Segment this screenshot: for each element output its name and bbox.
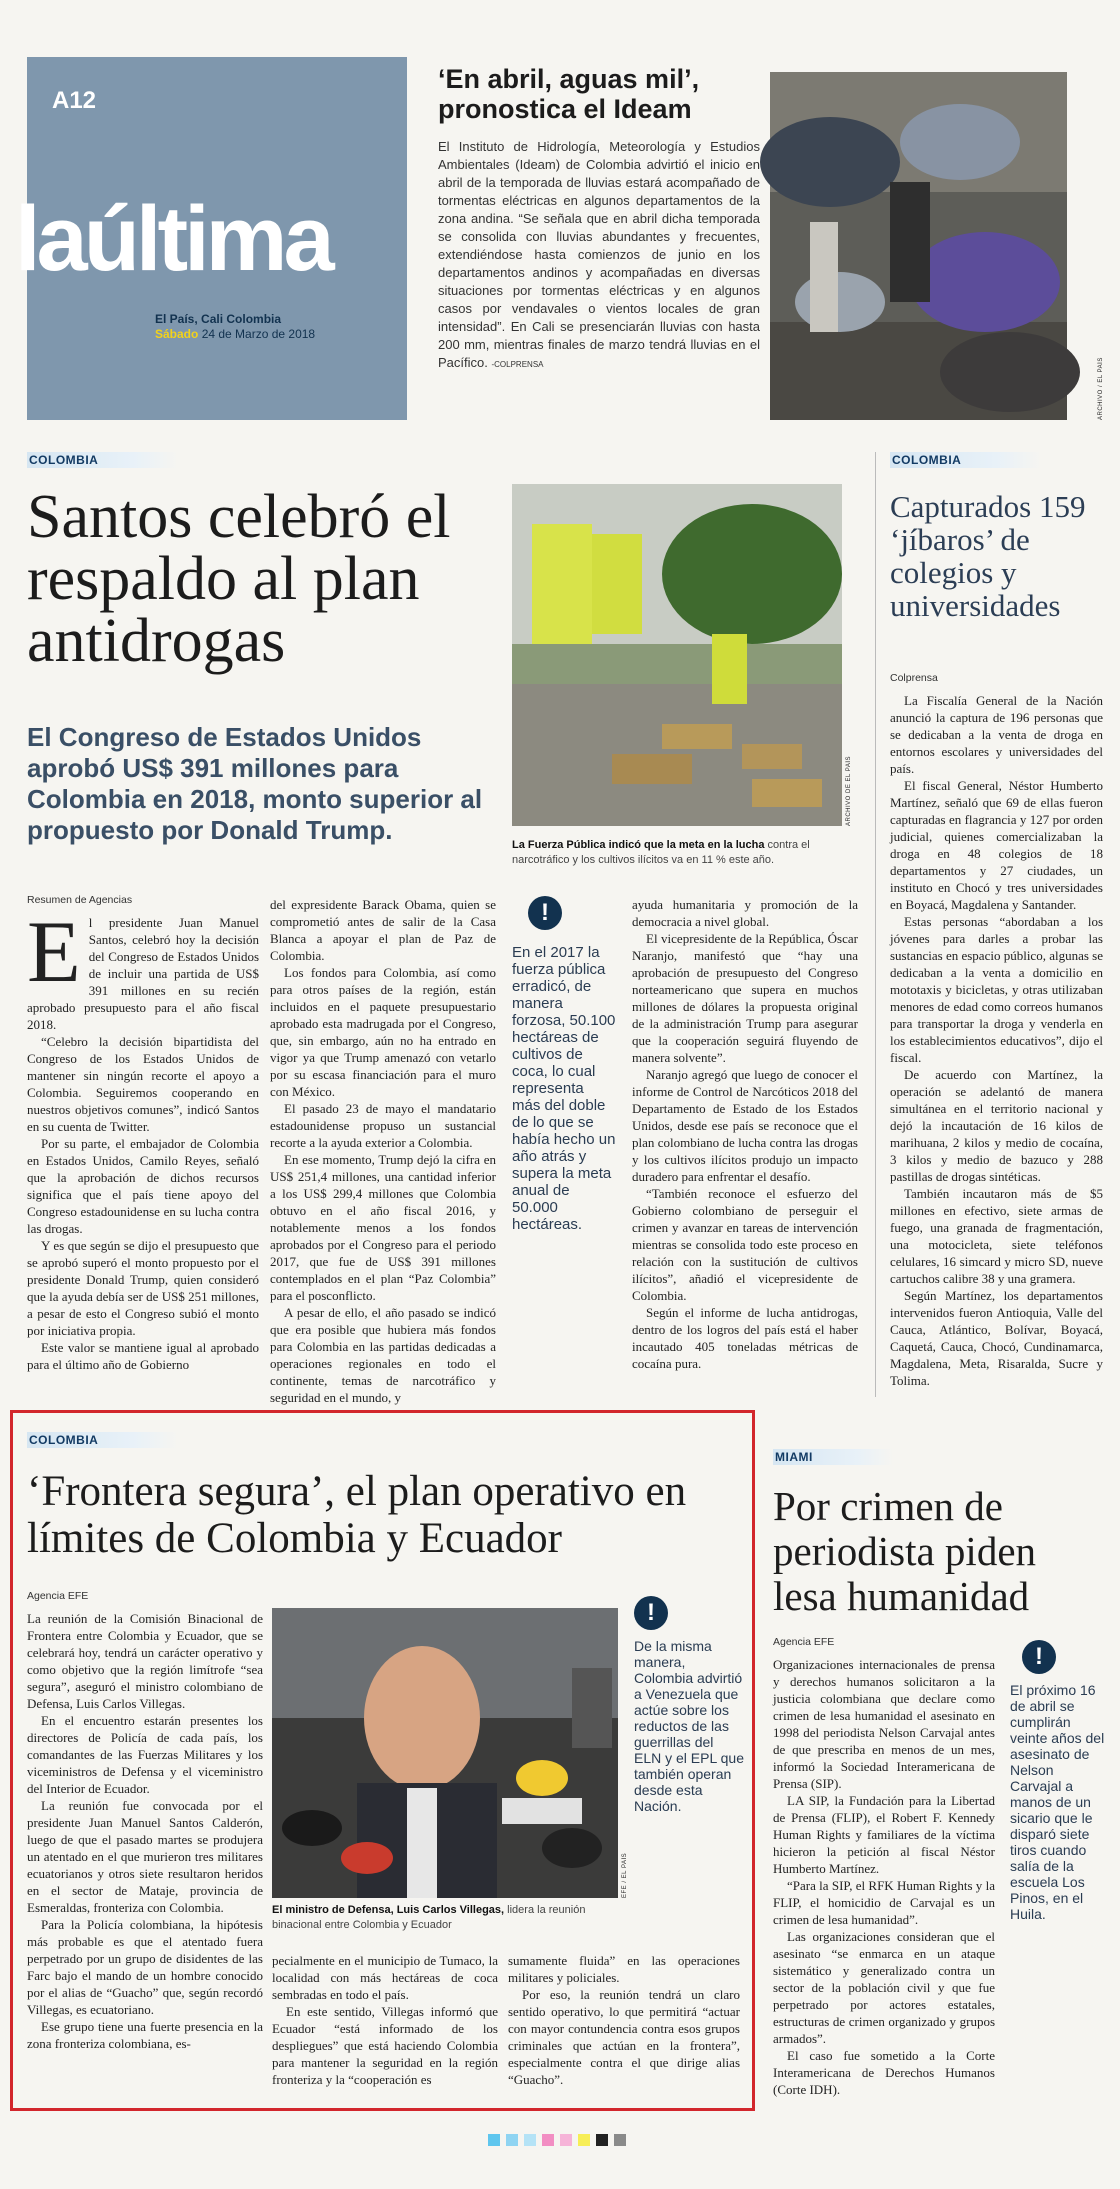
santos-col2-p5: A pesar de ello, el año pasado se indicó que era posible que hubiera más fondos para Colombia en las partidas dedicadas a operaciones regionales en todo el continente, temas de narcotráfico y seguridad en el mundo, y bbox=[270, 1305, 496, 1405]
santos-column-1 bbox=[27, 904, 259, 1399]
ideam-body bbox=[438, 138, 760, 374]
santos-kicker: COLOMBIA bbox=[27, 452, 178, 468]
ideam-headline: ‘En abril, aguas mil’, pronostica el Ideam bbox=[438, 64, 700, 124]
santos-sidebar bbox=[512, 896, 616, 1233]
frontera-col3-p1: sumamente fluida” en las operaciones militares y policiales. bbox=[508, 1953, 740, 1985]
color-swatch bbox=[488, 2134, 500, 2146]
miami-kicker: MIAMI bbox=[773, 1449, 893, 1465]
frontera-column-1 bbox=[27, 1610, 263, 2075]
miami-p3: “Para la SIP, el RFK Human Rights y la FLIP, el homicidio de Carvajal es un crimen de lesa humanidad”. bbox=[773, 1878, 995, 1927]
color-swatch bbox=[506, 2134, 518, 2146]
santos-sidebar-note: En el 2017 la fuerza pública erradicó, de manera forzosa, 50.100 hectáreas de cultivos de coca, lo cual representa más del doble de lo que se había hecho un año atrás y supera la meta anual de 50.000 hectáreas. bbox=[512, 944, 616, 1233]
frontera-sidebar-note: De la misma manera, Colombia advirtió a Venezuela que actúe sobre los reductos de las guerrillas del ELN y el EPL que también operan desde esta Nación. bbox=[634, 1638, 744, 1814]
page-number: A12 bbox=[52, 87, 97, 114]
frontera-col1-p1: La reunión de la Comisión Binacional de Frontera entre Colombia y Ecuador, que se celebrará hoy, tendrá un carácter operativo y como objetivo que la región limítrofe “sea segura”, aseguró el ministro colombiano de Defensa, Luis Carlos Villegas. bbox=[27, 1611, 263, 1711]
miami-p5: El caso fue sometido a la Corte Interamericana de Derechos Humanos (Corte IDH). bbox=[773, 2048, 995, 2097]
santos-col1-p2: “Celebro la decisión bipartidista del Congreso de los Estados Unidos de mantener sin ningún recorte el apoyo a Colombia. Seguiremos cooperando en nuestros objetivos comunes”, indicó Santos en su cuenta de Twitter. bbox=[27, 1034, 259, 1134]
santos-col3-p2: El vicepresidente de la República, Óscar Naranjo, manifestó que “hay una aprobación de presupuesto del Congreso norteamericano que supera en muchos millones de dólares la propuesta original de la administración Trump para asegurar que la cooperación seguirá fluyendo de manera solvente”. bbox=[632, 931, 858, 1065]
jibaros-p3: Estas personas “abordaban a los jóvenes para darles a probar las sustancias en espacio público, algunas se dedicaban a la venta a domicilio en mototaxis y bicicletas, y otras utilizaban menores de edad como correos humanos para transportar la droga y venderla en los establecimientos educativos”, dijo el fiscal. bbox=[890, 914, 1103, 1065]
frontera-byline: Agencia EFE bbox=[27, 1590, 89, 1602]
frontera-headline: ‘Frontera segura’, el plan operativo en límites de Colombia y Ecuador bbox=[27, 1468, 687, 1562]
jibaros-p1: La Fiscalía General de la Nación anunció la captura de 196 personas que se dedicaban a la venta de droga en entornos escolares y universidades del país. bbox=[890, 693, 1103, 776]
frontera-caption-bold: El ministro de Defensa, Luis Carlos Villegas, bbox=[272, 1904, 505, 1916]
jibaros-p6: Según Martínez, los departamentos intervenidos fueron Antioquia, Valle del Cauca, Atlántico, Bolívar, Boyacá, Caquetá, Cauca, Chocó, Cundinamarca, Magdalena, Meta, Risaralda, Sucre y Tolima. bbox=[890, 1288, 1103, 1388]
exclamation-circle-icon: ! bbox=[1022, 1640, 1056, 1674]
santos-col1-p4: Y es que según se dijo el presupuesto que se aprobó superó el monto propuesto por el presidente Donald Trump, quien consideró que la ayuda debía ser de US$ 251 millones, a pesar de esto el Congreso subió el monto por iniciativa propia. bbox=[27, 1238, 259, 1338]
frontera-caption-rest: lidera la reunión binacional entre Colombia y Ecuador bbox=[272, 1904, 586, 1931]
miami-p4: Las organizaciones consideran que el asesinato “se enmarca en un ataque sistemático y generalizado contra un sector de la población civil y que fue perpetrado por actores estatales, estructuras de crimen organizado y grupos armados”. bbox=[773, 1929, 995, 2046]
jibaros-p5: También incautaron más de $5 millones en efectivo, siete armas de fuego, una granada de fragmentación, una motocicleta, siete teléfonos celulares, 16 simcard y micro SD, nueve cartuchos calibre 38 y una gramera. bbox=[890, 1186, 1103, 1286]
frontera-photo-caption bbox=[272, 1903, 618, 1933]
drug-seizure-photo bbox=[512, 484, 842, 826]
ideam-text: El Instituto de Hidrología, Meteorología y Estudios Ambientales (Ideam) de Colombia advirtió el inicio en abril de la temporada de lluvias estará acompañado de tormentas eléctricas en algunos departamentos de la zona andina. “Se señala que en abril dicha temporada se consolida con lluvias abundantes y frecuentes, extendiéndose hasta comienzos de junio en los departamentos andinos y acompañadas en diversas situaciones por tormentas eléctricas y en algunos casos por vendavales o vientos locales de gran intensidad”. En Cali se presenciarán lluvias con hasta 200 mm, mientras finales de marzo tendrá lluvias en el Pacífico. bbox=[438, 139, 760, 370]
frontera-photo-credit: EFE / EL PAÍS bbox=[622, 1852, 628, 1898]
santos-col2-p3: El pasado 23 de mayo el mandatario estadounidense propuso un sustancial recorte a la ayuda exterior a Colombia. bbox=[270, 1101, 496, 1150]
frontera-col1-p3: La reunión fue convocada por el presidente Juan Manuel Santos Calderón, luego de que el pasado martes se produjera un atentado en el que murieron tres militares ecuatorianos y otros siete resultaron heridos en el sector de Mataje, provincia de Esmeraldas, fronteriza con Colombia. bbox=[27, 1798, 263, 1915]
jibaros-body bbox=[890, 692, 1103, 1392]
color-swatch bbox=[560, 2134, 572, 2146]
miami-byline: Agencia EFE bbox=[773, 1636, 835, 1648]
exclamation-circle-icon: ! bbox=[528, 896, 562, 930]
frontera-sidebar bbox=[634, 1596, 744, 1814]
color-swatch bbox=[542, 2134, 554, 2146]
column-divider bbox=[875, 452, 876, 1397]
ideam-source: -COLPRENSA bbox=[491, 360, 544, 369]
santos-photo-credit: ARCHIVO DE EL PAÍS bbox=[846, 755, 852, 826]
print-color-bar bbox=[488, 2134, 626, 2146]
color-swatch bbox=[596, 2134, 608, 2146]
miami-sidebar bbox=[1010, 1640, 1108, 1922]
frontera-col1-p5: Ese grupo tiene una fuerte presencia en la zona fronteriza colombiana, es- bbox=[27, 2019, 263, 2051]
jibaros-byline: Colprensa bbox=[890, 672, 938, 684]
miami-body bbox=[773, 1656, 995, 2097]
santos-col1-p3: Por su parte, el embajador de Colombia en Estados Unidos, Camilo Reyes, señaló que la aprobación de dichos recursos significa que el país tiene apoyo del Congreso estadounidense en su lucha contra las drogas. bbox=[27, 1136, 259, 1236]
santos-byline: Resumen de Agencias bbox=[27, 894, 133, 906]
frontera-col1-p4: Para la Policía colombiana, la hipótesis más probable es que el atentado fuera perpetrado por un grupo de disidentes de las Farc bajo el mando de un hombre conocido por el alias de “Guacho” que, según recordó Villegas, es ecuatoriano. bbox=[27, 1917, 263, 2017]
ideam-photo-credit: ARCHIVO / EL PAÍS bbox=[1098, 357, 1104, 420]
santos-column-3 bbox=[632, 896, 858, 1396]
santos-photo-caption bbox=[512, 838, 842, 868]
frontera-kicker: COLOMBIA bbox=[27, 1432, 178, 1448]
jibaros-p2: El fiscal General, Néstor Humberto Martínez, señaló que 69 de ellas fueron capturadas en flagrancia y 127 por orden judicial, quienes comercializaban la droga en 48 colegios de 18 departamentos y 27 ciudades, un instituto en Chocó y tres universidades en Boyacá, Magdalena y Santander. bbox=[890, 778, 1103, 912]
santos-col2-p2: Los fondos para Colombia, así como para otros países de la región, están incluidos en el paquete presupuestario aprobado esta madrugada por el Congreso, que, sin embargo, aún no ha entrado en vigor ya que Trump amenazó con vetarlo por su escasa financiación para el muro con México. bbox=[270, 965, 496, 1099]
masthead bbox=[15, 57, 407, 420]
frontera-column-3 bbox=[508, 1952, 740, 2087]
miami-p2: LA SIP, la Fundación para la Libertad de Prensa (FLIP), el Robert F. Kennedy Human Rights y familiares de la víctima hicieron la petición al fiscal Néstor Humberto Martínez. bbox=[773, 1793, 995, 1876]
santos-col1-p1: l presidente Juan Manuel Santos, celebró hoy la decisión del Congreso de Estados Unidos de incluir una partida de US$ 391 millones en su recién aprobado presupuesto para el año fiscal 2018. bbox=[27, 915, 259, 1032]
santos-column-2 bbox=[270, 896, 496, 1405]
miami-sidebar-note: El próximo 16 de abril se cumplirán veinte años del asesinato de Nelson Carvajal a manos de un sicario que le disparó siete tiros cuando salía de la escuela Los Pinos, en el Huila. bbox=[1010, 1682, 1105, 1922]
frontera-col2-p2: En este sentido, Villegas informó que Ecuador “está informado de los despliegues” que está haciendo Colombia para mantener la seguridad en la región fronteriza y la “cooperación es bbox=[272, 2004, 498, 2087]
publication-date-line bbox=[155, 327, 315, 341]
umbrellas-photo bbox=[770, 72, 1067, 420]
publication-date: 24 de Marzo de 2018 bbox=[201, 327, 316, 341]
villegas-photo bbox=[272, 1608, 618, 1898]
color-swatch bbox=[524, 2134, 536, 2146]
santos-col3-p3: Naranjo agregó que luego de conocer el informe de Control de Narcóticos 2018 del Departamento de Estado de los Estados Unidos, desde ese país se reconoce que el plan colombiano de lucha contra las drogas y los cultivos ilícitos produjo un impacto duradero para enfrentar el desafío. bbox=[632, 1067, 858, 1184]
exclamation-circle-icon: ! bbox=[634, 1596, 668, 1630]
santos-col2-p4: En ese momento, Trump dejó la cifra en US$ 251,4 millones, una cantidad inferior a los US$ 299,4 millones que Colombia obtuvo en el año fiscal 2016, y notablemente menos a los fondos aprobados por el Congreso para el periodo 2017, que fue de US$ 391 millones contemplados en el plan “Paz Colombia” para el posconflicto. bbox=[270, 1152, 496, 1303]
santos-col1-p5: Este valor se mantiene igual al aprobado para el último año de Gobierno bbox=[27, 1340, 259, 1372]
section-title: laúltima bbox=[15, 188, 331, 290]
frontera-col3-p2: Por eso, la reunión tendrá un claro sentido operativo, lo que permitirá “actuar con mayor contundencia contra esos grupos criminales que actúan en la frontera”, especialmente contra el que dirige alias “Guacho”. bbox=[508, 1987, 740, 2087]
miami-headline: Por crimen de periodista piden lesa humanidad bbox=[773, 1483, 1037, 1619]
frontera-col2-p1: pecialmente en el municipio de Tumaco, la localidad con más hectáreas de coca sembradas en todo el país. bbox=[272, 1953, 498, 2002]
santos-col3-p4: “También reconoce el esfuerzo del Gobierno colombiano de perseguir el crimen y avanzar en tareas de intervención mientras se consolida todo este proceso en relación con la sustitución de cultivos ilícitos”, añadió el vicepresidente de Colombia. bbox=[632, 1186, 858, 1303]
santos-deck: El Congreso de Estados Unidos aprobó US$ 391 millones para Colombia en 2018, monto superior al propuesto por Donald Trump. bbox=[27, 722, 483, 845]
publication-name: El País, Cali Colombia bbox=[155, 312, 282, 326]
santos-headline: Santos celebró el respaldo al plan antidrogas bbox=[27, 483, 451, 675]
jibaros-headline: Capturados 159 ‘jíbaros’ de colegios y universidades bbox=[890, 489, 1086, 623]
frontera-column-2 bbox=[272, 1952, 498, 2087]
jibaros-kicker: COLOMBIA bbox=[890, 452, 1041, 468]
miami-p1: Organizaciones internacionales de prensa y derechos humanos solicitaron a la justicia colombiana que declare como crimen de lesa humanidad el asesinato en 1998 del periodista Nelson Carvajal antes de que prescriba en menos de un mes, informó la Sociedad Interamericana de Prensa (SIP). bbox=[773, 1657, 995, 1791]
santos-caption-rest: contra el narcotráfico y los cultivos ilícitos va en 11 % este año. bbox=[512, 839, 810, 866]
frontera-col1-p2: En el encuentro estarán presentes los directores de Policía de cada país, los comandantes de las Fuerzas Militares y los viceministros de Defensa y el viceministro del Interior de Ecuador. bbox=[27, 1713, 263, 1796]
color-swatch bbox=[614, 2134, 626, 2146]
santos-dropcap: E bbox=[27, 904, 81, 1001]
santos-col3-p5: Según el informe de lucha antidrogas, dentro de los logros del país está el haber incautado 405 toneladas métricas de cocaína pura. bbox=[632, 1305, 858, 1371]
santos-col3-p1: ayuda humanitaria y promoción de la democracia a nivel global. bbox=[632, 897, 858, 929]
publication-day: Sábado bbox=[155, 327, 199, 341]
color-swatch bbox=[578, 2134, 590, 2146]
santos-caption-bold: La Fuerza Pública indicó que la meta en la lucha bbox=[512, 839, 765, 851]
jibaros-p4: De acuerdo con Martínez, la operación se adelantó de manera simultánea en el territorio nacional y dejó la incautación de 16 kilos de marihuana, 2 kilos y medio de cocaína, 3 kilos y medio de bazuco y 288 pastillas de drogas sintéticas. bbox=[890, 1067, 1103, 1184]
santos-col2-p1: del expresidente Barack Obama, quien se comprometió antes de salir de la Casa Blanca a apoyar el plan de Paz de Colombia. bbox=[270, 897, 496, 963]
